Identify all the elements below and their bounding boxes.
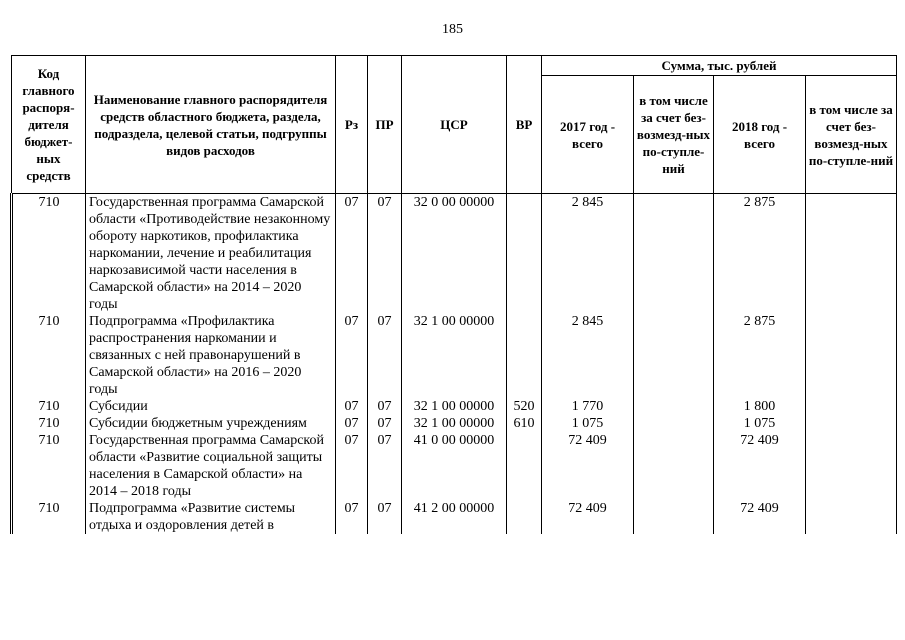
cell-rz: 07 <box>336 432 368 500</box>
cell-2017-total: 72 409 <box>542 432 634 500</box>
cell-code: 710 <box>12 194 86 314</box>
cell-pr: 07 <box>368 500 402 534</box>
header-pr: ПР <box>368 56 402 194</box>
cell-2018-bezv <box>806 415 897 432</box>
cell-2017-total: 2 845 <box>542 313 634 398</box>
table-body <box>12 194 897 535</box>
cell-csr: 32 1 00 00000 <box>402 415 507 432</box>
cell-2018-total: 1 075 <box>714 415 806 432</box>
page-number: 185 <box>442 22 463 37</box>
header-csr: ЦСР <box>402 56 507 194</box>
budget-table <box>10 55 897 534</box>
table-row <box>12 500 897 534</box>
cell-2018-bezv <box>806 194 897 314</box>
cell-2017-total: 1 075 <box>542 415 634 432</box>
header-2017-bezv: в том числе за счет без-возмезд-ных по-ступле-ний <box>634 76 714 194</box>
table-row <box>12 415 897 432</box>
cell-2018-total: 2 875 <box>714 194 806 314</box>
cell-2018-total: 2 875 <box>714 313 806 398</box>
cell-2018-bezv <box>806 398 897 415</box>
cell-2018-total: 72 409 <box>714 500 806 534</box>
cell-2018-total: 72 409 <box>714 432 806 500</box>
cell-2018-bezv <box>806 313 897 398</box>
cell-code: 710 <box>12 313 86 398</box>
header-name: Наименование главного распорядителя средств областного бюджета, раздела, подраздела, целевой статьи, подгруппы видов расходов <box>86 56 336 194</box>
cell-rz: 07 <box>336 194 368 314</box>
cell-2017-bezv <box>634 398 714 415</box>
header-2018-bezv: в том числе за счет без-возмезд-ных по-ступле-ний <box>806 76 897 194</box>
cell-name: Субсидии бюджетным учреждениям <box>86 415 336 432</box>
cell-name: Субсидии <box>86 398 336 415</box>
table-row <box>12 398 897 415</box>
cell-2018-total: 1 800 <box>714 398 806 415</box>
cell-vr <box>507 432 542 500</box>
table-row <box>12 194 897 314</box>
cell-rz: 07 <box>336 500 368 534</box>
cell-csr: 32 1 00 00000 <box>402 313 507 398</box>
cell-vr <box>507 313 542 398</box>
cell-vr <box>507 194 542 314</box>
header-2017-total: 2017 год - всего <box>542 76 634 194</box>
cell-name: Государственная программа Самарской области «Развитие социальной защиты населения в Самарской области» на 2014 – 2018 годы <box>86 432 336 500</box>
cell-vr <box>507 500 542 534</box>
table-row <box>12 432 897 500</box>
cell-2017-total: 72 409 <box>542 500 634 534</box>
header-rz: Рз <box>336 56 368 194</box>
cell-csr: 32 1 00 00000 <box>402 398 507 415</box>
cell-code: 710 <box>12 415 86 432</box>
header-sum-group: Сумма, тыс. рублей <box>542 56 897 76</box>
cell-2018-bezv <box>806 500 897 534</box>
cell-pr: 07 <box>368 194 402 314</box>
cell-code: 710 <box>12 432 86 500</box>
cell-rz: 07 <box>336 398 368 415</box>
cell-2017-bezv <box>634 194 714 314</box>
header-vr: ВР <box>507 56 542 194</box>
cell-vr: 520 <box>507 398 542 415</box>
cell-2017-bezv <box>634 415 714 432</box>
cell-rz: 07 <box>336 313 368 398</box>
cell-name: Подпрограмма «Развитие системы отдыха и оздоровления детей в <box>86 500 336 534</box>
cell-pr: 07 <box>368 432 402 500</box>
cell-2017-bezv <box>634 432 714 500</box>
cell-code: 710 <box>12 500 86 534</box>
cell-csr: 41 2 00 00000 <box>402 500 507 534</box>
cell-pr: 07 <box>368 415 402 432</box>
cell-2017-total: 2 845 <box>542 194 634 314</box>
cell-csr: 41 0 00 00000 <box>402 432 507 500</box>
cell-name: Подпрограмма «Профилактика распространения наркомании и связанных с ней правонарушений в Самарской области» на 2016 – 2020 годы <box>86 313 336 398</box>
table-row <box>12 313 897 398</box>
cell-csr: 32 0 00 00000 <box>402 194 507 314</box>
header-code: Код главного распоря-дителя бюджет-ных средств <box>12 56 86 194</box>
cell-pr: 07 <box>368 398 402 415</box>
cell-pr: 07 <box>368 313 402 398</box>
cell-name: Государственная программа Самарской области «Противодействие незаконному обороту наркотиков, профилактика наркомании, лечение и реабилитация наркозависимой части населения в Самарской области» на 2014 – 2020 годы <box>86 194 336 314</box>
cell-2017-bezv <box>634 313 714 398</box>
header-2018-total: 2018 год - всего <box>714 76 806 194</box>
cell-rz: 07 <box>336 415 368 432</box>
cell-2017-total: 1 770 <box>542 398 634 415</box>
cell-2017-bezv <box>634 500 714 534</box>
cell-code: 710 <box>12 398 86 415</box>
cell-vr: 610 <box>507 415 542 432</box>
cell-2018-bezv <box>806 432 897 500</box>
